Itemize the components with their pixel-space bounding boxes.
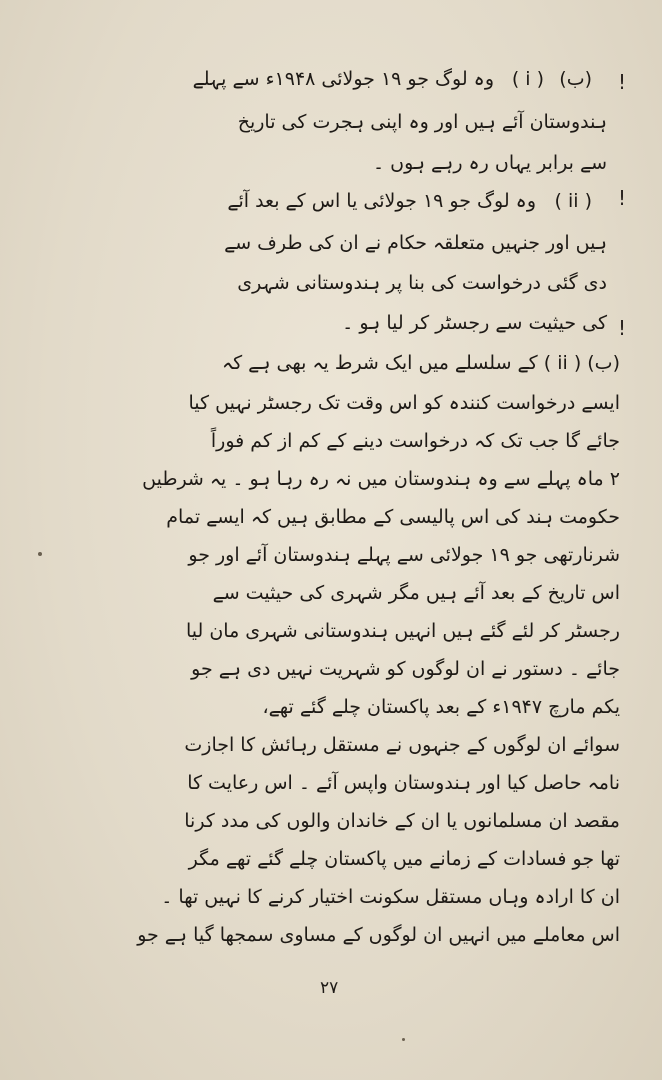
margin-mark-2: ! [618,186,627,210]
item-i-line-1: وہ لوگ جو ۱۹ جولائی ۱۹۴۸ء سے پہلے [192,68,494,90]
margin-mark-3: ! [618,316,627,340]
margin-mark-1: ! [618,70,627,94]
item-ii-line-4: کی حیثیت سے رجسٹر کر لیا ہو ۔ [342,312,607,334]
paragraph-line-12: نامہ حاصل کیا اور ہندوستان واپس آئے ۔ اس رعایت کا [187,772,620,794]
paragraph-line-6: شرنارتھی جو ۱۹ جولائی سے پہلے ہندوستان آئے اور جو [188,544,620,566]
paragraph-line-8: رجسٹر کر لئے گئے ہیں انہیں ہندوستانی شہری مان لیا [186,620,620,642]
item-ii-number: ( ii ) [554,190,592,212]
paper-speck [38,552,42,556]
paragraph-line-1: (ب) ( ii ) کے سلسلے میں ایک شرط یہ بھی ہے کہ [221,352,620,374]
paragraph-line-2: ایسے درخواست کنندہ کو اس وقت تک رجسٹر نہیں کیا [188,392,620,414]
item-i-number: ( i ) [511,68,544,90]
paragraph-line-3: جائے گا جب تک کہ درخواست دینے کے کم از کم فوراً [210,430,620,452]
paragraph-line-10: یکم مارچ ۱۹۴۷ء کے بعد پاکستان چلے گئے تھے، [262,696,620,718]
paragraph-line-13: مقصد ان مسلمانوں یا ان کے خاندان والوں کی مدد کرنا [184,810,620,832]
page-number: ۲۷ [320,978,339,998]
item-ii-line-2: ہیں اور جنہیں متعلقہ حکام نے ان کی طرف سے [224,232,607,254]
paragraph-line-14: تھا جو فسادات کے زمانے میں پاکستان چلے گئے تھے مگر [188,848,620,870]
paragraph-line-11: سوائے ان لوگوں کے جنہوں نے مستقل رہائش کا اجازت [184,734,620,756]
item-ii-line-1: وہ لوگ جو ۱۹ جولائی یا اس کے بعد آئے [227,190,536,212]
paragraph-line-5: حکومت ہند کی اس پالیسی کے مطابق ہیں کہ ایسے تمام [166,506,620,528]
section-label: (ب) [559,68,592,90]
paper-speck [402,1038,405,1041]
paragraph-line-4: ۲ ماہ پہلے سے وہ ہندوستان میں نہ رہ رہا ہو ۔ یہ شرطیں [142,468,620,490]
item-ii-line-3: دی گئی درخواست کی بنا پر ہندوستانی شہری [237,272,607,294]
item-i-line-3: سے برابر یہاں رہ رہے ہوں ۔ [372,152,607,174]
paragraph-line-15: ان کا ارادہ وہاں مستقل سکونت اختیار کرنے کا نہیں تھا ۔ [161,886,620,908]
paragraph-line-7: اس تاریخ کے بعد آئے ہیں مگر شہری کی حیثیت سے [212,582,620,604]
paragraph-line-16: اس معاملے میں انہیں ان لوگوں کے مساوی سمجھا گیا ہے جو [137,924,620,946]
item-i-line-2: ہندوستان آئے ہیں اور وہ اپنی ہجرت کی تاریخ [237,111,607,133]
paragraph-line-9: جائے ۔ دستور نے ان لوگوں کو شہریت نہیں دی ہے جو [191,658,620,680]
